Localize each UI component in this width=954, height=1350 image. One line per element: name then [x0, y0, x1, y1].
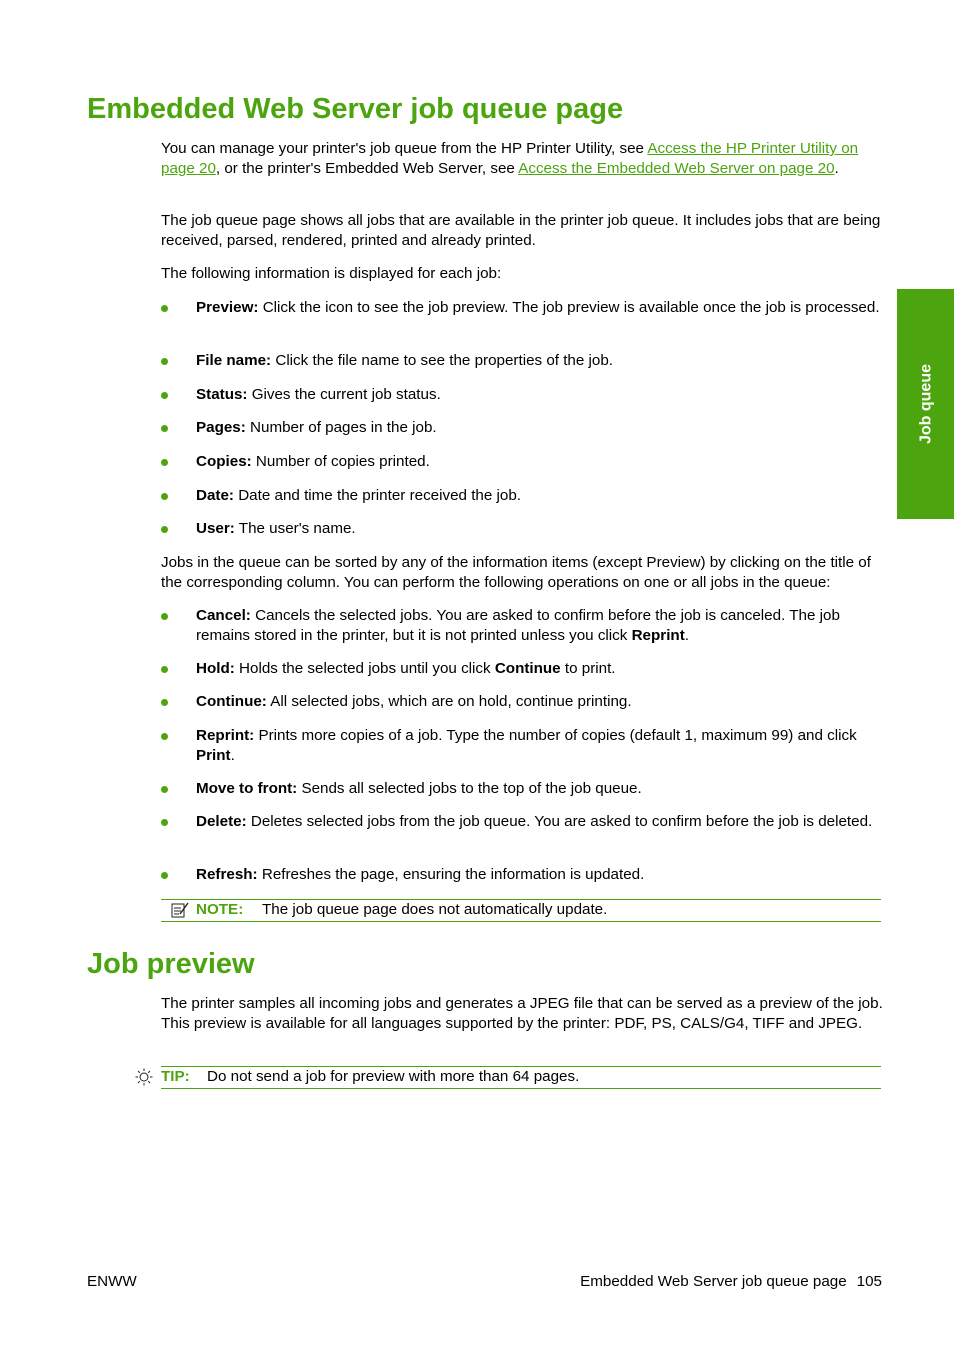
note-label: NOTE: — [196, 901, 244, 918]
op-bold: Reprint — [631, 626, 685, 644]
field-text: Number of pages in the job. — [245, 419, 437, 436]
note-text: The job queue page does not automatically update. — [262, 901, 608, 918]
field-label: Date: — [196, 487, 234, 504]
tip-text: Do not send a job for preview with more than 64 pages. — [207, 1068, 580, 1085]
op-bold: Print — [196, 746, 231, 764]
sorting-paragraph: Jobs in the queue can be sorted by any of the information items (except Preview) by clicking on the title of the corresponding column. You can perform the following operations on one or all jobs in the queue: — [161, 554, 871, 591]
op-label: Continue: — [196, 693, 267, 710]
op-text: Sends all selected jobs to the top of the job queue. — [297, 780, 642, 797]
field-label: Copies: — [196, 453, 252, 470]
field-label: File name: — [196, 352, 272, 369]
tip-label: TIP: — [161, 1068, 190, 1085]
footer-right — [580, 1272, 882, 1292]
op-text: Refreshes the page, ensuring the information is updated. — [257, 866, 645, 883]
bullet-icon — [161, 392, 168, 399]
op-text: Cancels the selected jobs. You are asked to confirm before the job is canceled. The job remains stored in the printer, but it is not printed unless you click — [196, 607, 840, 644]
field-text: Click the file name to see the properties of the job. — [271, 352, 614, 369]
section-title-job-preview: Job preview — [87, 948, 255, 980]
field-label: User: — [196, 520, 235, 537]
job-preview-paragraph: The printer samples all incoming jobs and generates a JPEG file that can be served as a preview of the job. This preview is available for all languages supported by the printer: PDF, PS, CALS/G4, TIFF and JPEG. — [161, 995, 883, 1032]
op-text: to print. — [560, 660, 616, 677]
section-title-job-queue-page: Embedded Web Server job queue page — [87, 93, 624, 125]
op-label: Refresh: — [196, 866, 258, 883]
op-label: Reprint: — [196, 727, 255, 744]
bullet-icon — [161, 613, 168, 620]
tip-box — [161, 1066, 881, 1089]
op-label: Cancel: — [196, 607, 251, 624]
link-embedded-web-server[interactable]: Access the Embedded Web Server on page 20 — [518, 159, 835, 177]
bullet-icon — [161, 872, 168, 879]
field-text: Number of copies printed. — [251, 453, 430, 470]
note-icon — [171, 902, 189, 925]
op-text: . — [230, 746, 235, 764]
field-text: Click the icon to see the job preview. The job preview is available once the job is processed. — [258, 299, 880, 316]
bullet-icon — [161, 358, 168, 365]
field-label: Pages: — [196, 419, 246, 436]
bullet-icon — [161, 526, 168, 533]
intro-text-2: , or the printer's Embedded Web Server, see — [215, 159, 519, 177]
bullet-icon — [161, 459, 168, 466]
op-bold: Continue — [494, 660, 561, 677]
chapter-side-tab — [897, 289, 954, 519]
bullet-icon — [161, 819, 168, 826]
op-label: Move to front: — [196, 780, 298, 797]
bullet-icon — [161, 666, 168, 673]
bullet-icon — [161, 493, 168, 500]
op-text: Deletes selected jobs from the job queue. You are asked to confirm before the job is deleted. — [246, 813, 873, 830]
intro-text-1: You can manage your printer's job queue from the HP Printer Utility, see — [161, 140, 648, 157]
info-intro: The following information is displayed for each job: — [161, 265, 502, 282]
op-text: . — [684, 626, 689, 644]
footer-section-name: Embedded Web Server job queue page — [580, 1273, 847, 1290]
op-text: Holds the selected jobs until you click — [234, 660, 495, 677]
link-hp-printer-utility[interactable]: Access the HP Printer Utility on page 20 — [161, 140, 859, 177]
intro-paragraph — [161, 139, 883, 178]
field-text: Date and time the printer received the job. — [233, 487, 522, 504]
job-queue-description: The job queue page shows all jobs that are available in the printer job queue. It includes jobs that are being received, parsed, rendered, printed and already printed. — [161, 212, 881, 249]
note-box — [161, 899, 881, 922]
chapter-side-tab-label: Job queue — [916, 363, 934, 445]
bullet-icon — [161, 425, 168, 432]
field-text: Gives the current job status. — [247, 386, 441, 403]
intro-text-3: . — [834, 159, 839, 177]
footer-left: ENWW — [87, 1273, 137, 1290]
op-text: All selected jobs, which are on hold, continue printing. — [266, 693, 632, 710]
bullet-icon — [161, 786, 168, 793]
field-label: Status: — [196, 386, 248, 403]
op-text: Prints more copies of a job. Type the number of copies (default 1, maximum 99) and click — [254, 727, 857, 744]
op-label: Hold: — [196, 660, 235, 677]
lightbulb-icon — [135, 1068, 153, 1092]
field-text: The user's name. — [234, 520, 356, 537]
bullet-icon — [161, 699, 168, 706]
field-label: Preview: — [196, 299, 259, 316]
page-number: 105 — [856, 1273, 882, 1290]
bullet-icon — [161, 733, 168, 740]
op-label: Delete: — [196, 813, 247, 830]
bullet-icon — [161, 305, 168, 312]
